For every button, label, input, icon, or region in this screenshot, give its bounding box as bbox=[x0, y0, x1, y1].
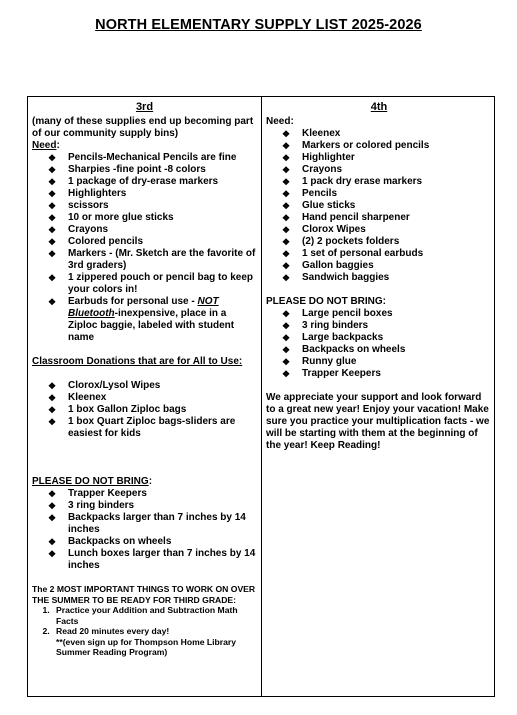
fourth-message: We appreciate your support and look forward to a great new year! Enjoy your vacation! Make sure you practice your multiplication facts - we will be starting with them at the beginning of the year! Keep Reading! bbox=[266, 392, 490, 451]
diamond-bullet-icon: ❖ bbox=[48, 405, 57, 415]
list-item: ❖ Backpacks on wheels bbox=[282, 344, 406, 355]
diamond-bullet-icon: ❖ bbox=[48, 501, 57, 511]
list-item: ❖ Earbuds for personal use - NOT Bluetooth-inexpensive, place in a Ziploc baggie, labeled with student name bbox=[48, 296, 235, 343]
diamond-bullet-icon: ❖ bbox=[282, 273, 291, 283]
diamond-bullet-icon: ❖ bbox=[282, 309, 291, 319]
list-item: ❖ Markers - (Mr. Sketch are the favorite of 3rd graders) bbox=[48, 248, 256, 271]
list-item: ❖ Trapper Keepers bbox=[48, 488, 147, 499]
list-item: ❖ 3 ring binders bbox=[48, 500, 135, 511]
third-donations-label: Classroom Donations that are for All to Use: bbox=[32, 356, 243, 367]
list-item: ❖ 1 zippered pouch or pencil bag to keep your colors in! bbox=[48, 272, 254, 295]
diamond-bullet-icon: ❖ bbox=[282, 357, 291, 367]
third-dont-list bbox=[32, 488, 257, 572]
list-item: ❖ Kleenex bbox=[48, 392, 107, 403]
diamond-bullet-icon: ❖ bbox=[282, 213, 291, 223]
diamond-bullet-icon: ❖ bbox=[282, 321, 291, 331]
list-item: ❖ Colored pencils bbox=[48, 236, 144, 247]
list-item: ❖ 1 pack dry erase markers bbox=[282, 176, 423, 187]
column-divider bbox=[261, 97, 262, 696]
diamond-bullet-icon: ❖ bbox=[48, 417, 57, 427]
third-note: (many of these supplies end up becoming part of our community supply bins) bbox=[32, 116, 254, 139]
list-item: ❖ Backpacks on wheels bbox=[48, 536, 172, 547]
list-item: ❖ 1 package of dry-erase markers bbox=[48, 176, 219, 187]
diamond-bullet-icon: ❖ bbox=[48, 549, 57, 559]
diamond-bullet-icon: ❖ bbox=[48, 273, 57, 283]
diamond-bullet-icon: ❖ bbox=[48, 297, 57, 307]
list-item: ❖ 3 ring binders bbox=[282, 320, 369, 331]
list-item: 1. Practice your Addition and Subtraction Math Facts bbox=[52, 605, 257, 626]
list-item: ❖ (2) 2 pockets folders bbox=[282, 236, 400, 247]
diamond-bullet-icon: ❖ bbox=[48, 153, 57, 163]
diamond-bullet-icon: ❖ bbox=[282, 153, 291, 163]
diamond-bullet-icon: ❖ bbox=[282, 345, 291, 355]
fourth-dont-label: PLEASE DO NOT BRING: bbox=[266, 296, 387, 307]
list-item: ❖ Highlighters bbox=[48, 188, 127, 199]
third-grade-column bbox=[32, 101, 257, 658]
diamond-bullet-icon: ❖ bbox=[282, 189, 291, 199]
list-item: ❖ Clorox Wipes bbox=[282, 224, 366, 235]
fourth-grade-column bbox=[266, 101, 492, 452]
list-item: ❖ 1 box Gallon Ziploc bags bbox=[48, 404, 187, 415]
diamond-bullet-icon: ❖ bbox=[48, 489, 57, 499]
list-item: ❖ scissors bbox=[48, 200, 109, 211]
list-item: ❖ Clorox/Lysol Wipes bbox=[48, 380, 161, 391]
third-need-list bbox=[32, 152, 257, 344]
diamond-bullet-icon: ❖ bbox=[48, 537, 57, 547]
list-item: ❖ 1 set of personal earbuds bbox=[282, 248, 424, 259]
third-important-heading: The 2 MOST IMPORTANT THINGS TO WORK ON OVER THE SUMMER TO BE READY FOR THIRD GRADE: bbox=[32, 584, 256, 605]
diamond-bullet-icon: ❖ bbox=[282, 201, 291, 211]
list-item: ❖ Gallon baggies bbox=[282, 260, 374, 271]
list-item: ❖ Hand pencil sharpener bbox=[282, 212, 410, 223]
list-item: ❖ Lunch boxes larger than 7 inches by 14 inches bbox=[48, 548, 256, 571]
diamond-bullet-icon: ❖ bbox=[282, 225, 291, 235]
diamond-bullet-icon: ❖ bbox=[48, 381, 57, 391]
list-item: ❖ Kleenex bbox=[282, 128, 341, 139]
diamond-bullet-icon: ❖ bbox=[48, 165, 57, 175]
diamond-bullet-icon: ❖ bbox=[48, 201, 57, 211]
diamond-bullet-icon: ❖ bbox=[282, 165, 291, 175]
diamond-bullet-icon: ❖ bbox=[48, 177, 57, 187]
list-item: ❖ Crayons bbox=[48, 224, 109, 235]
list-item: ❖ Sharpies -fine point -8 colors bbox=[48, 164, 206, 175]
list-item: ❖ 10 or more glue sticks bbox=[48, 212, 174, 223]
list-item: ❖ Glue sticks bbox=[282, 200, 356, 211]
list-item: ❖ Large pencil boxes bbox=[282, 308, 393, 319]
list-item: ❖ 1 box Quart Ziploc bags-sliders are easiest for kids bbox=[48, 416, 236, 439]
list-item: ❖ Backpacks larger than 7 inches by 14 inches bbox=[48, 512, 246, 535]
third-dont-label: PLEASE DO NOT BRING: bbox=[32, 476, 153, 487]
diamond-bullet-icon: ❖ bbox=[282, 261, 291, 271]
fourth-need-label: Need: bbox=[266, 116, 294, 127]
diamond-bullet-icon: ❖ bbox=[48, 237, 57, 247]
diamond-bullet-icon: ❖ bbox=[282, 141, 291, 151]
fourth-need-list bbox=[266, 128, 492, 284]
supply-table bbox=[27, 96, 495, 697]
list-item: ❖ Trapper Keepers bbox=[282, 368, 381, 379]
diamond-bullet-icon: ❖ bbox=[48, 393, 57, 403]
diamond-bullet-icon: ❖ bbox=[282, 333, 291, 343]
list-item: 2. Read 20 minutes every day! **(even sign up for Thompson Home Library Summer Reading Program) bbox=[52, 626, 257, 658]
diamond-bullet-icon: ❖ bbox=[282, 177, 291, 187]
third-important-list bbox=[32, 605, 257, 658]
diamond-bullet-icon: ❖ bbox=[48, 249, 57, 259]
diamond-bullet-icon: ❖ bbox=[48, 213, 57, 223]
list-item: ❖ Crayons bbox=[282, 164, 343, 175]
diamond-bullet-icon: ❖ bbox=[48, 513, 57, 523]
third-donations-list bbox=[32, 380, 257, 440]
third-grade-heading: 3rd bbox=[135, 101, 154, 113]
third-need-label: Need: bbox=[32, 140, 60, 151]
diamond-bullet-icon: ❖ bbox=[282, 237, 291, 247]
diamond-bullet-icon: ❖ bbox=[282, 369, 291, 379]
page-title: NORTH ELEMENTARY SUPPLY LIST 2025-2026 bbox=[95, 17, 422, 33]
list-item: ❖ Large backpacks bbox=[282, 332, 384, 343]
list-item: ❖ Runny glue bbox=[282, 356, 357, 367]
diamond-bullet-icon: ❖ bbox=[48, 225, 57, 235]
diamond-bullet-icon: ❖ bbox=[282, 249, 291, 259]
list-item: ❖ Markers or colored pencils bbox=[282, 140, 430, 151]
diamond-bullet-icon: ❖ bbox=[48, 189, 57, 199]
list-item: ❖ Sandwich baggies bbox=[282, 272, 390, 283]
list-item: ❖ Pencils bbox=[282, 188, 338, 199]
fourth-grade-heading: 4th bbox=[370, 101, 388, 113]
fourth-dont-list bbox=[266, 308, 492, 380]
diamond-bullet-icon: ❖ bbox=[282, 129, 291, 139]
list-item: ❖ Highlighter bbox=[282, 152, 355, 163]
list-item: ❖ Pencils-Mechanical Pencils are fine bbox=[48, 152, 237, 163]
